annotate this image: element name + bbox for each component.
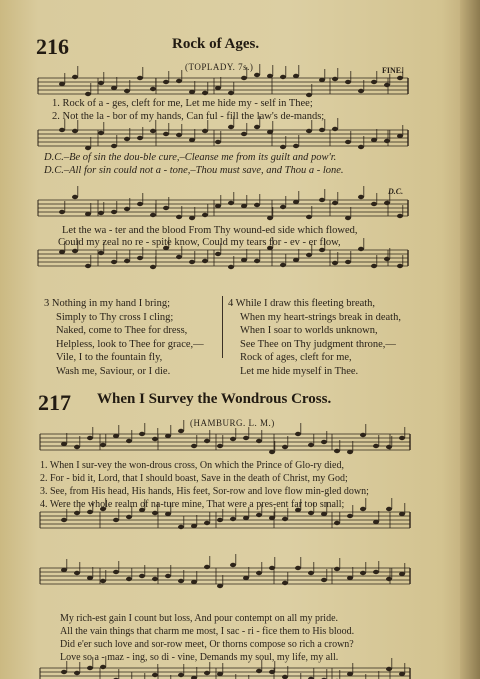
note — [113, 434, 119, 438]
note — [215, 252, 221, 256]
note — [215, 204, 221, 208]
verse-3-line: Naked, come to Thee for dress, — [56, 325, 188, 336]
note — [87, 666, 93, 670]
verse-3-line: Helpless, look to Thee for grace,— — [56, 338, 204, 350]
note — [241, 204, 247, 208]
note — [384, 201, 390, 205]
note — [254, 203, 260, 207]
note — [124, 207, 130, 211]
note — [360, 433, 366, 437]
note — [61, 442, 67, 446]
note — [371, 264, 377, 268]
note — [85, 212, 91, 216]
note — [254, 125, 260, 129]
note — [282, 581, 288, 585]
note — [267, 74, 273, 78]
note — [243, 576, 249, 580]
note — [332, 127, 338, 131]
note — [217, 672, 223, 676]
note — [254, 73, 260, 77]
note — [334, 449, 340, 453]
note — [373, 444, 379, 448]
verse-4-line: Rock of ages, cleft for me, — [240, 352, 352, 363]
note — [282, 445, 288, 449]
note — [243, 516, 249, 520]
note — [100, 443, 106, 447]
note — [358, 89, 364, 93]
verse-4-line: See Thee on Thy judgment throne,— — [240, 338, 396, 350]
verse-3 — [44, 297, 204, 378]
note — [256, 571, 262, 575]
note — [306, 215, 312, 219]
note — [189, 260, 195, 264]
note — [256, 513, 262, 517]
note — [293, 74, 299, 78]
note — [269, 450, 275, 454]
note — [358, 195, 364, 199]
note — [59, 250, 65, 254]
hymn-number-216: 216 — [36, 34, 69, 59]
note — [347, 576, 353, 580]
note — [321, 512, 327, 516]
lyric-217-r1-v2: 2. For - bid it, Lord, that I should boast, Save in the death of Christ, my God; — [40, 473, 348, 484]
note — [126, 439, 132, 443]
note — [241, 76, 247, 80]
lyric-217-r2-v2: All the vain things that charm me most, I sac - ri - fice them to His blood. — [60, 626, 355, 637]
note — [61, 518, 67, 522]
note — [124, 89, 130, 93]
note — [228, 265, 234, 269]
note — [126, 515, 132, 519]
note — [137, 202, 143, 206]
note — [215, 140, 221, 144]
staff-217-treble-2 — [40, 554, 410, 588]
note — [215, 86, 221, 90]
note — [202, 259, 208, 263]
note — [204, 521, 210, 525]
verse-4-line: 4 While I draw this fleeting breath, — [228, 298, 376, 309]
note — [256, 439, 262, 443]
lyric-216-r1-v1: 1. Rock of a - ges, cleft for me, Let me hide my - self in Thee; — [52, 98, 313, 109]
note — [74, 571, 80, 575]
note — [371, 202, 377, 206]
note — [282, 675, 288, 679]
note — [100, 579, 106, 583]
note — [280, 205, 286, 209]
note — [230, 517, 236, 521]
note — [150, 265, 156, 269]
note — [321, 440, 327, 444]
note — [204, 565, 210, 569]
note — [152, 437, 158, 441]
dc-line-1: D.C.–Be of sin the dou-ble cure,–Cleanse me from its guilt and pow'r. — [44, 152, 337, 163]
note — [165, 434, 171, 438]
note — [345, 140, 351, 144]
note — [358, 145, 364, 149]
note — [332, 261, 338, 265]
note — [87, 576, 93, 580]
note — [111, 86, 117, 90]
note — [397, 264, 403, 268]
note — [111, 210, 117, 214]
note — [150, 213, 156, 217]
note — [191, 580, 197, 584]
note — [384, 83, 390, 87]
verse-4 — [228, 297, 401, 378]
note — [137, 76, 143, 80]
note — [137, 136, 143, 140]
note — [59, 210, 65, 214]
note — [399, 512, 405, 516]
note — [280, 75, 286, 79]
note — [345, 80, 351, 84]
note — [176, 255, 182, 259]
note — [386, 507, 392, 511]
note — [100, 665, 106, 669]
verse-3-line: Wash me, Saviour, or I die. — [56, 365, 171, 377]
lyric-217-r1-v3: 3. See, from His head, His hands, His feet, Sor-row and love flow min-gled down; — [40, 486, 369, 497]
note — [113, 570, 119, 574]
note — [267, 216, 273, 220]
note — [293, 200, 299, 204]
note — [230, 437, 236, 441]
note — [308, 571, 314, 575]
note — [150, 87, 156, 91]
note — [74, 671, 80, 675]
note — [178, 525, 184, 529]
lyric-217-r2-v4: Love so a - maz - ing, so di - vine, Demands my soul, my life, my all. — [60, 652, 339, 663]
note — [397, 76, 403, 80]
note — [360, 571, 366, 575]
note — [85, 146, 91, 150]
note — [202, 91, 208, 95]
note — [113, 518, 119, 522]
note — [241, 258, 247, 262]
note — [85, 264, 91, 268]
note — [386, 667, 392, 671]
note — [202, 129, 208, 133]
verse-4-line: Let me hide myself in Thee. — [240, 365, 359, 377]
note — [61, 568, 67, 572]
note — [217, 444, 223, 448]
note — [345, 216, 351, 220]
note — [308, 511, 314, 515]
hymn-title-216: Rock of Ages. — [172, 36, 260, 52]
note — [72, 129, 78, 133]
note — [152, 577, 158, 581]
note — [139, 574, 145, 578]
note — [152, 673, 158, 677]
note — [111, 144, 117, 148]
note — [61, 670, 67, 674]
note — [397, 134, 403, 138]
note — [163, 206, 169, 210]
note — [282, 517, 288, 521]
note — [399, 672, 405, 676]
note — [191, 524, 197, 528]
note — [189, 216, 195, 220]
dc-line-2: D.C.–All for sin could not a - tone,–Thou must save, and Thou a - lone. — [44, 165, 344, 176]
fine-mark: FINE. — [382, 66, 404, 75]
note — [98, 81, 104, 85]
note — [98, 211, 104, 215]
note — [399, 436, 405, 440]
note — [293, 144, 299, 148]
note — [371, 138, 377, 142]
note — [373, 570, 379, 574]
note — [165, 574, 171, 578]
note — [332, 201, 338, 205]
verse-divider — [222, 296, 223, 358]
note — [230, 563, 236, 567]
note — [176, 215, 182, 219]
lyric-216-r2-v2: Could my zeal no re - spite know, Could my tears for - ev - er flow, — [58, 237, 341, 248]
note — [98, 131, 104, 135]
note — [150, 129, 156, 133]
note — [347, 450, 353, 454]
note — [358, 247, 364, 251]
note — [371, 80, 377, 84]
note — [189, 90, 195, 94]
lyric-217-r1-v4: 4. Were the whole realm of na-ture mine, That were a pres-ent far too small; — [40, 499, 345, 510]
note — [332, 77, 338, 81]
note — [72, 249, 78, 253]
note — [293, 258, 299, 262]
note — [241, 132, 247, 136]
note — [399, 572, 405, 576]
note — [74, 445, 80, 449]
note — [347, 672, 353, 676]
note — [256, 669, 262, 673]
verse-3-line: Simply to Thy cross I cling; — [56, 311, 174, 323]
note — [176, 79, 182, 83]
dc-mark: D.C. — [388, 187, 404, 196]
note — [87, 436, 93, 440]
note — [204, 671, 210, 675]
lyric-216-r2-v1: Let the wa - ter and the blood From Thy wound-ed side which flowed, — [62, 225, 358, 236]
note — [386, 577, 392, 581]
note — [360, 507, 366, 511]
note — [165, 512, 171, 516]
verse-4-line: When I soar to worlds unknown, — [240, 325, 378, 336]
note — [191, 444, 197, 448]
verse-3-line: Vile, I to the fountain fly, — [56, 352, 163, 363]
note — [72, 195, 78, 199]
note — [334, 567, 340, 571]
note — [295, 432, 301, 436]
note — [384, 139, 390, 143]
note — [319, 78, 325, 82]
note — [178, 579, 184, 583]
note — [228, 201, 234, 205]
note — [178, 429, 184, 433]
note — [85, 92, 91, 96]
note — [228, 91, 234, 95]
note — [243, 436, 249, 440]
tune-name-217: (HAMBURG. L. M.) — [190, 418, 275, 428]
note — [319, 198, 325, 202]
note — [137, 256, 143, 260]
staff-216-treble-2 — [38, 186, 408, 220]
note — [228, 125, 234, 129]
note — [72, 75, 78, 79]
note — [306, 253, 312, 257]
note — [204, 439, 210, 443]
verse-4-line: When my heart-strings break in death, — [240, 311, 401, 323]
note — [295, 566, 301, 570]
verse-3-line: 3 Nothing in my hand I bring; — [44, 298, 170, 309]
note — [306, 93, 312, 97]
hymn-number-217: 217 — [38, 390, 71, 415]
note — [178, 673, 184, 677]
note — [139, 432, 145, 436]
hymn-title-217: When I Survey the Wondrous Cross. — [97, 391, 332, 407]
note — [308, 443, 314, 447]
note — [126, 577, 132, 581]
note — [202, 213, 208, 217]
note — [386, 445, 392, 449]
note — [217, 518, 223, 522]
note — [319, 128, 325, 132]
tune-name-216: (TOPLADY. 7s.) — [185, 62, 254, 72]
note — [111, 260, 117, 264]
note — [124, 137, 130, 141]
note — [189, 138, 195, 142]
note — [152, 511, 158, 515]
note — [334, 521, 340, 525]
note — [254, 259, 260, 263]
note — [124, 259, 130, 263]
note — [384, 257, 390, 261]
note — [280, 263, 286, 267]
lyric-216-r1-v2: 2. Not the la - bor of my hands, Can ful - fill the law's de-mands; — [52, 111, 325, 122]
lyric-217-r2-v3: Did e'er such love and sor-row meet, Or thorns compose so rich a crown? — [60, 639, 354, 650]
note — [74, 511, 80, 515]
note — [176, 133, 182, 137]
note — [373, 520, 379, 524]
note — [347, 514, 353, 518]
note — [98, 251, 104, 255]
note — [163, 80, 169, 84]
note — [59, 128, 65, 132]
note — [59, 82, 65, 86]
note — [163, 132, 169, 136]
note — [397, 214, 403, 218]
note — [87, 510, 93, 514]
note — [306, 129, 312, 133]
lyric-217-r2-v1: My rich-est gain I count but loss, And pour contempt on all my pride. — [60, 613, 339, 624]
note — [280, 145, 286, 149]
note — [321, 578, 327, 582]
note — [345, 260, 351, 264]
lyric-217-r1-v1: 1. When I sur-vey the won-drous cross, On which the Prince of Glo-ry died, — [40, 460, 344, 471]
note — [217, 584, 223, 588]
